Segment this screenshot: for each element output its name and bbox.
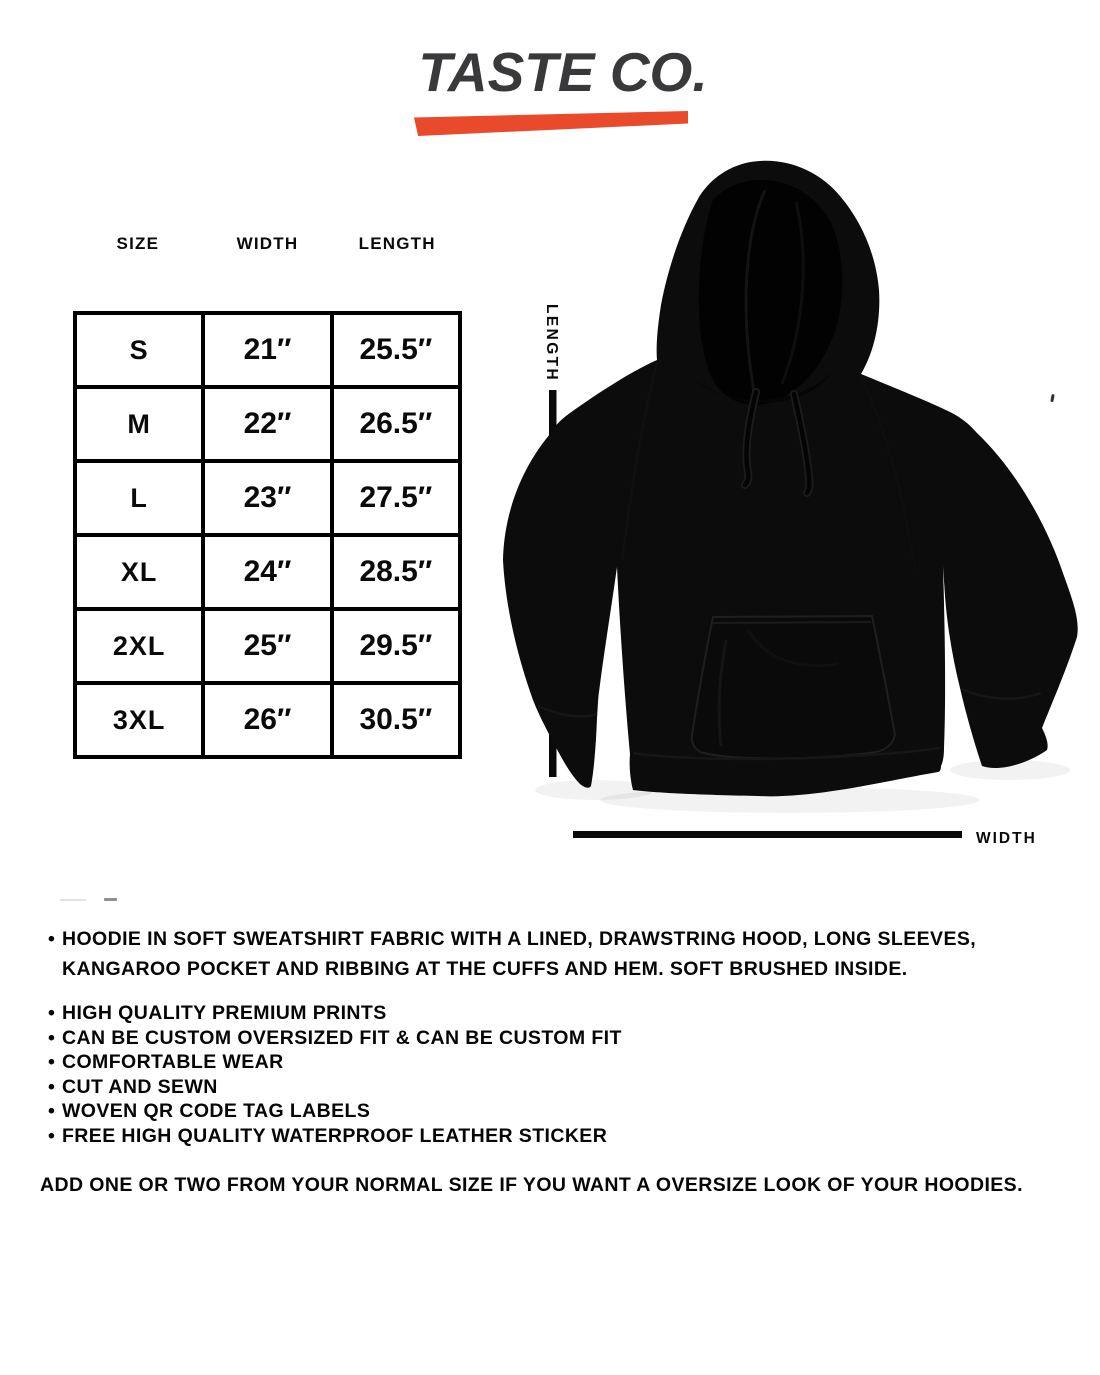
size-chart-table: [73, 311, 462, 759]
size-cell: 2XL: [75, 609, 203, 683]
photo-speck: [1050, 394, 1054, 402]
bullet-dot-icon: •: [48, 1002, 56, 1024]
width-cell: 25″: [203, 609, 331, 683]
logo-underline-swoosh: [414, 111, 688, 136]
brand-logo: TASTE CO.: [418, 41, 708, 103]
bullet-dot-icon: •: [48, 1026, 56, 1049]
width-cell: 26″: [203, 683, 331, 757]
bullet-dot-icon: •: [48, 1075, 56, 1098]
feature-item: • WOVEN QR CODE TAG LABELS: [48, 1100, 371, 1123]
size-cell: L: [75, 461, 203, 535]
width-cell: 21″: [203, 313, 331, 387]
intro-bullet-line2: KANGAROO POCKET AND RIBBING AT THE CUFFS AND HEM. SOFT BRUSHED INSIDE.: [62, 958, 908, 980]
table-row: [75, 683, 460, 757]
length-cell: 28.5″: [332, 535, 460, 609]
feature-list: [48, 1001, 1060, 1149]
length-cell: 25.5″: [332, 313, 460, 387]
bullet-dot-icon: •: [48, 1100, 56, 1123]
hoodie-illustration: [503, 161, 1078, 797]
bullet-dot-icon: •: [48, 1124, 56, 1147]
size-cell: S: [75, 313, 203, 387]
width-measure-line: [573, 831, 962, 838]
table-row: [75, 461, 460, 535]
size-cell: M: [75, 387, 203, 461]
size-chart-headers: [73, 234, 462, 254]
product-description: [40, 924, 1060, 1197]
feature-item: • COMFORTABLE WEAR: [48, 1051, 284, 1074]
column-header-width: WIDTH: [236, 234, 299, 253]
length-axis-label: LENGTH: [543, 304, 560, 383]
intro-bullet-line1: • HOODIE IN SOFT SWEATSHIRT FABRIC WITH A LINED, DRAWSTRING HOOD, LONG SLEEVES,: [48, 924, 1060, 954]
table-row: [75, 609, 460, 683]
feature-item: • FREE HIGH QUALITY WATERPROOF LEATHER STICKER: [48, 1124, 608, 1147]
bullet-dot-icon: •: [48, 1051, 56, 1074]
size-cell: 3XL: [75, 683, 203, 757]
width-axis-label: WIDTH: [976, 830, 1037, 847]
size-cell: XL: [75, 535, 203, 609]
length-cell: 30.5″: [332, 683, 460, 757]
width-cell: 23″: [203, 461, 331, 535]
hoodie-measurement-diagram: [480, 140, 1100, 850]
width-cell: 24″: [203, 535, 331, 609]
print-smudge: [60, 899, 86, 901]
length-cell: 29.5″: [332, 609, 460, 683]
oversize-note: ADD ONE OR TWO FROM YOUR NORMAL SIZE IF YOU WANT A OVERSIZE LOOK OF YOUR HOODIES.: [40, 1173, 1023, 1196]
column-header-size: SIZE: [116, 234, 160, 253]
width-cell: 22″: [203, 387, 331, 461]
table-row: [75, 535, 460, 609]
feature-item: • CAN BE CUSTOM OVERSIZED FIT & CAN BE CUSTOM FIT: [48, 1026, 622, 1049]
print-smudge: [104, 898, 117, 901]
length-cell: 27.5″: [332, 461, 460, 535]
length-cell: 26.5″: [332, 387, 460, 461]
table-row: [75, 313, 460, 387]
table-row: [75, 387, 460, 461]
feature-item: • CUT AND SEWN: [48, 1075, 218, 1098]
bullet-dot-icon: •: [48, 928, 56, 950]
kangaroo-pocket: [692, 616, 895, 758]
feature-item: • HIGH QUALITY PREMIUM PRINTS: [48, 1002, 387, 1024]
column-header-length: LENGTH: [358, 234, 436, 253]
